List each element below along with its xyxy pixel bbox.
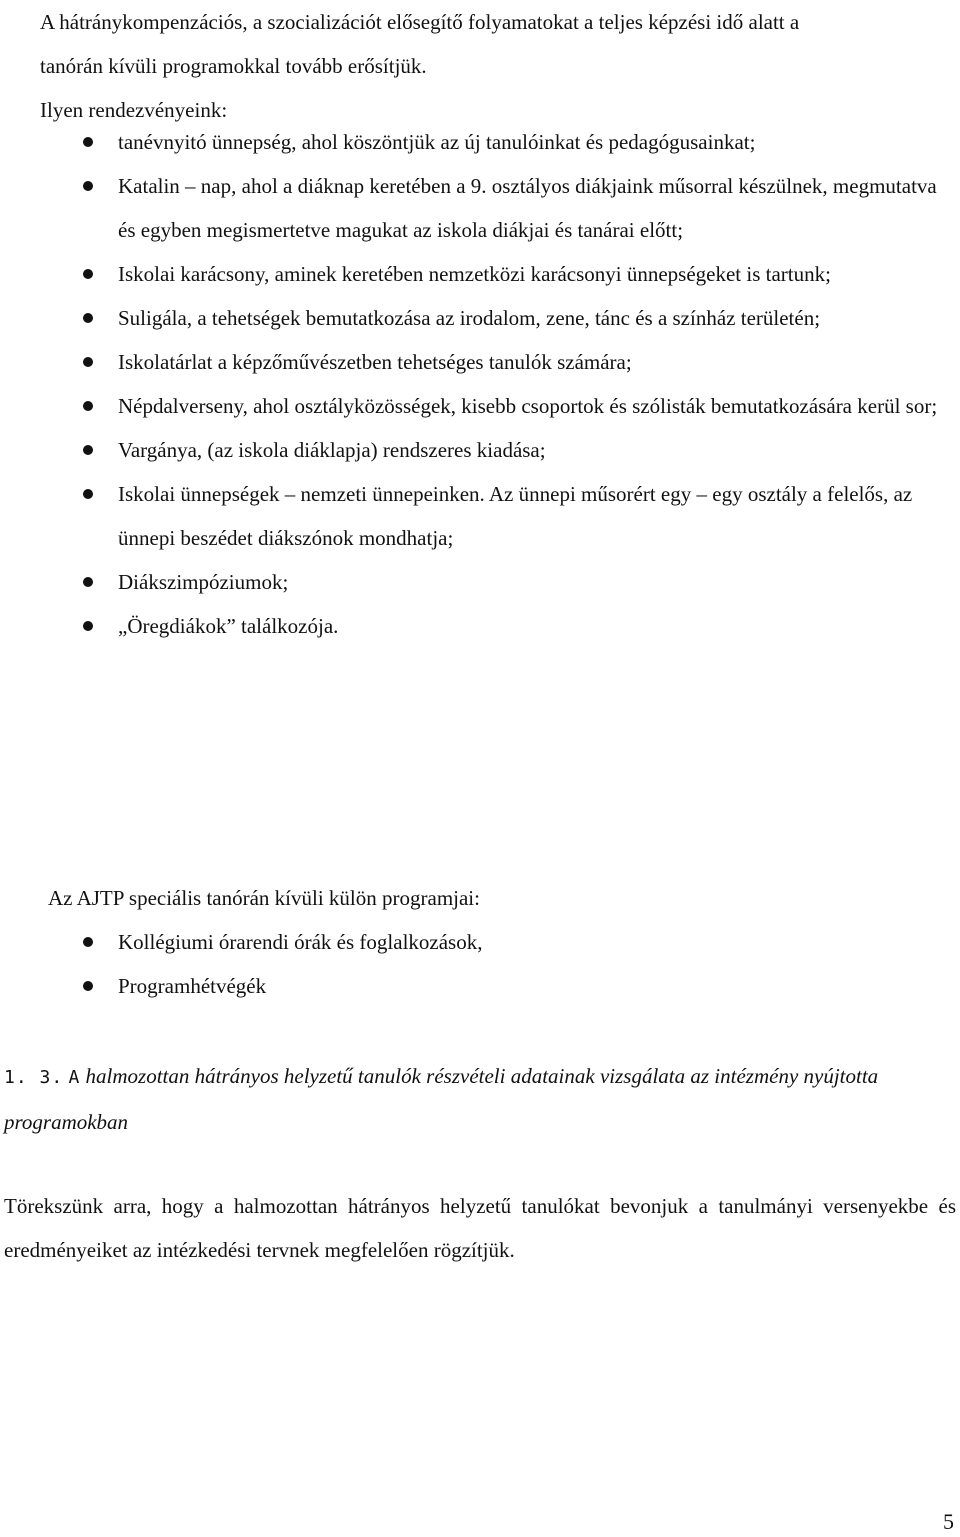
bullet-icon — [83, 269, 93, 279]
list-item — [0, 384, 950, 428]
list-item-text: Diákszimpóziumok; — [118, 570, 289, 594]
list-item — [0, 164, 950, 252]
events-list — [0, 120, 950, 648]
list-item-text: Iskolai karácsony, aminek keretében nemzetközi karácsonyi ünnepségeket is tartunk; — [118, 262, 831, 286]
list-item — [0, 120, 950, 164]
list-item-text: Kollégiumi órarendi órák és foglalkozások, — [118, 930, 483, 954]
list-item-text: Programhétvégék — [118, 974, 267, 998]
bullet-icon — [83, 181, 93, 191]
intro-line-1: A hátránykompenzációs, a szocializációt elősegítő folyamatokat a teljes képzési idő alatt a — [40, 10, 800, 34]
ajtp-heading: Az AJTP speciális tanórán kívüli külön programjai: — [48, 886, 480, 910]
bullet-icon — [83, 937, 93, 947]
list-item — [0, 296, 950, 340]
list-item-text: Katalin – nap, ahol a diáknap keretében a 9. osztályos diákjaink műsorral készülnek, megmutatva és egyben megismertetve magukat az iskola diákjai és tanárai előtt; — [118, 174, 937, 242]
list-item — [0, 964, 950, 1008]
bullet-icon — [83, 401, 93, 411]
section-heading — [4, 1054, 958, 1144]
final-paragraph: Törekszünk arra, hogy a halmozottan hátrányos helyzetű tanulókat bevonjuk a tanulmányi versenyekbe és eredményeiket az intézkedési tervnek megfelelően rögzítjük. — [4, 1194, 956, 1262]
bullet-icon — [83, 577, 93, 587]
section-number: 1. 3. — [4, 1067, 64, 1088]
list-item-text: tanévnyitó ünnepség, ahol köszöntjük az új tanulóinkat és pedagógusainkat; — [118, 130, 756, 154]
list-item — [0, 340, 950, 384]
list-item-text: Iskolatárlat a képzőművészetben tehetséges tanulók számára; — [118, 350, 632, 374]
list-item — [0, 428, 950, 472]
section-title: halmozottan hátrányos helyzetű tanulók részvételi adatainak vizsgálata az intézmény nyújtotta programokban — [4, 1064, 879, 1134]
list-item — [0, 604, 950, 648]
bullet-icon — [83, 357, 93, 367]
list-item-text: Népdalverseny, ahol osztályközösségek, kisebb csoportok és szólisták bemutatkozására kerül sor; — [118, 394, 938, 418]
bullet-icon — [83, 445, 93, 455]
bullet-icon — [83, 489, 93, 499]
bullet-icon — [83, 313, 93, 323]
bullet-icon — [83, 137, 93, 147]
list-item — [0, 472, 950, 560]
section-lead: A — [68, 1067, 81, 1088]
intro-paragraph — [40, 0, 956, 132]
list-item-text: Vargánya, (az iskola diáklapja) rendszeres kiadása; — [118, 438, 546, 462]
bullet-icon — [83, 621, 93, 631]
bullet-icon — [83, 981, 93, 991]
list-item — [0, 252, 950, 296]
list-item — [0, 920, 950, 964]
ajtp-programs-list — [0, 920, 950, 1008]
page-number: 5 — [943, 1509, 954, 1534]
list-item-text: Iskolai ünnepségek – nemzeti ünnepeinken. Az ünnepi műsorért egy – egy osztály a felelős, az ünnepi beszédet diákszónok mondhatja; — [118, 482, 913, 550]
intro-line-3: Ilyen rendezvényeink: — [40, 98, 228, 122]
list-item-text: Suligála, a tehetségek bemutatkozása az irodalom, zene, tánc és a színház területén; — [118, 306, 821, 330]
intro-line-2: tanórán kívüli programokkal tovább erősítjük. — [40, 54, 427, 78]
list-item — [0, 560, 950, 604]
list-item-text: „Öregdiákok” találkozója. — [118, 614, 339, 638]
